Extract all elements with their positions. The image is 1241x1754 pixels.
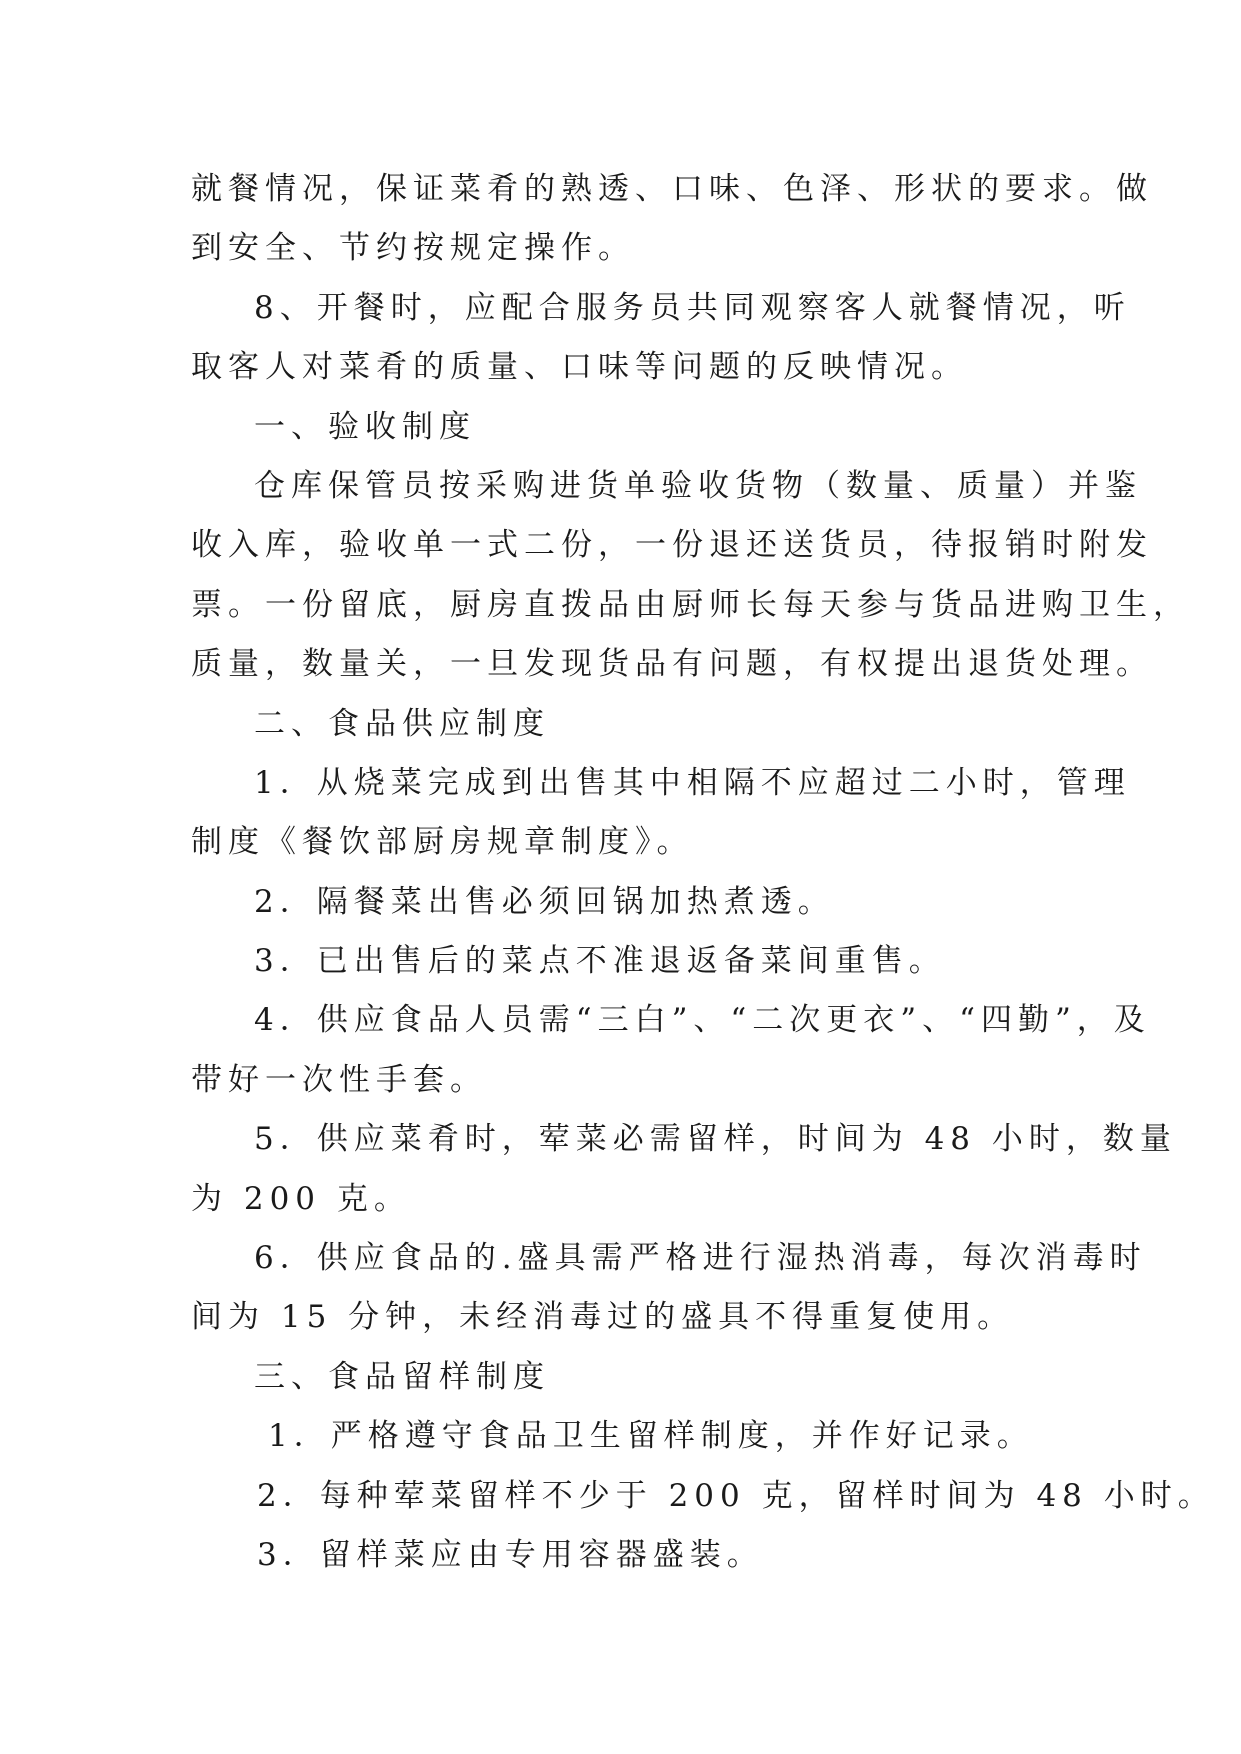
text-line: 收入库，验收单一式二份，一份退还送货员，待报销时附发 <box>191 527 1153 564</box>
text-line: 制度《餐饮部厨房规章制度》。 <box>191 824 694 861</box>
list-item: 2．每种荤菜留样不少于 200 克，留样时间为 48 小时。 <box>257 1477 1215 1514</box>
text-line: 8、开餐时，应配合服务员共同观察客人就餐情况，听 <box>254 289 1131 326</box>
list-item: 5．供应菜肴时，荤菜必需留样，时间为 48 小时，数量 <box>254 1121 1177 1158</box>
text-line: 质量，数量关，一旦发现货品有问题，有权提出退货处理。 <box>191 646 1153 683</box>
section-heading: 一、验收制度 <box>254 408 476 445</box>
text-line: 到安全、节约按规定操作。 <box>191 230 635 267</box>
document-body <box>191 160 1215 1585</box>
list-item: 6．供应食品的.盛具需严格进行湿热消毒，每次消毒时 <box>254 1240 1147 1277</box>
text-line: 仓库保管员按采购进货单验收货物（数量、质量）并鉴 <box>254 467 1142 504</box>
list-item: 4．供应食品人员需“三白”、“二次更衣”、“四勤”，及 <box>254 1002 1151 1039</box>
section-heading: 三、食品留样制度 <box>254 1358 550 1395</box>
list-item: 1．从烧菜完成到出售其中相隔不应超过二小时，管理 <box>254 764 1131 801</box>
section-heading: 二、食品供应制度 <box>254 705 550 742</box>
list-item: 1．严格遵守食品卫生留样制度，并作好记录。 <box>268 1418 1034 1455</box>
text-line: 取客人对菜肴的质量、口味等问题的反映情况。 <box>191 349 968 386</box>
list-item: 3．已出售后的菜点不准退返备菜间重售。 <box>254 943 946 980</box>
text-line: 为 200 克。 <box>191 1180 411 1217</box>
text-line: 票。一份留底，厨房直拨品由厨师长每天参与货品进购卫生， <box>191 586 1190 623</box>
text-line: 带好一次性手套。 <box>191 1061 487 1098</box>
list-item: 3．留样菜应由专用容器盛装。 <box>257 1536 764 1573</box>
text-line: 间为 15 分钟，未经消毒过的盛具不得重复使用。 <box>191 1299 1015 1336</box>
list-item: 2．隔餐菜出售必须回锅加热煮透。 <box>254 883 835 920</box>
text-line: 就餐情况，保证菜肴的熟透、口味、色泽、形状的要求。做 <box>191 171 1153 207</box>
